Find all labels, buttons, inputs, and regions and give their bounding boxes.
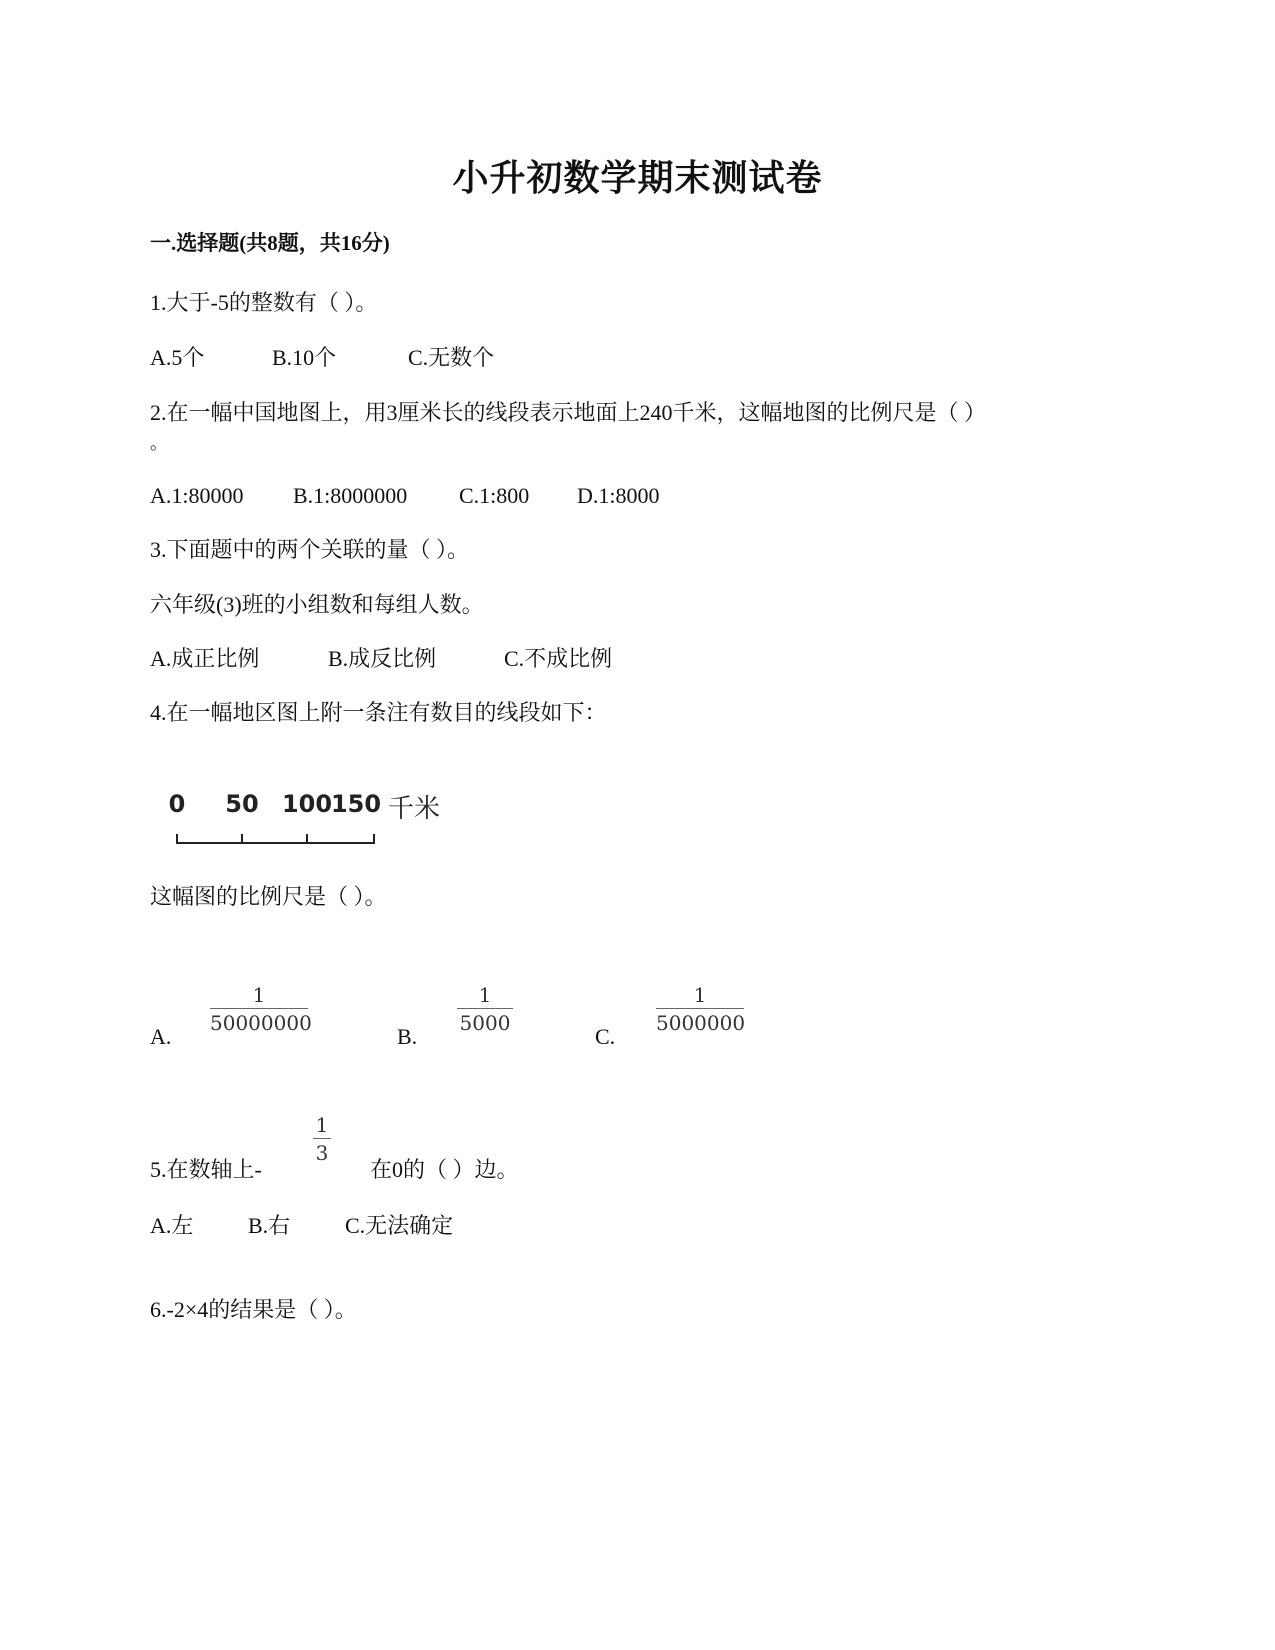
option-c: C.不成比例 (504, 646, 613, 671)
fraction-bar (656, 1008, 744, 1009)
scale-label: 0 (168, 790, 186, 818)
question-1-stem: 1.大于-5的整数有（ ）。 (150, 290, 378, 315)
option-a: A.1:80000 (150, 483, 244, 508)
question-2-options (150, 481, 660, 511)
question-4-stem: 4.在一幅地区图上附一条注有数目的线段如下： (150, 700, 607, 725)
option-a-label: A. (150, 1024, 172, 1049)
option-b: B.成反比例 (328, 646, 437, 671)
question-5-options (150, 1211, 453, 1241)
option-a: A.左 (150, 1213, 194, 1238)
scale-tick (306, 834, 308, 844)
question-2-stem: 2.在一幅中国地图上，用3厘米长的线段表示地面上240千米，这幅地图的比例尺是（ ） (150, 400, 987, 425)
question-2-stem-tail: 。 (150, 433, 168, 453)
option-c: C.1:800 (459, 483, 530, 508)
option-a: A.成正比例 (150, 646, 260, 671)
option-c: C.无数个 (408, 345, 495, 370)
question-5-fraction (313, 1113, 331, 1165)
fraction-denominator: 5000000 (656, 1011, 746, 1035)
scale-unit: 千米 (388, 794, 441, 824)
question-3-context: 六年级(3)班的小组数和每组人数。 (150, 592, 484, 617)
line-scale-figure (160, 790, 460, 870)
question-5-stem-pre: 5.在数轴上- (150, 1157, 262, 1182)
question-5-stem-post: 在0的（ ）边。 (370, 1157, 519, 1182)
fraction-denominator: 3 (315, 1141, 329, 1165)
fraction-denominator: 5000 (459, 1011, 511, 1035)
section-heading: 一.选择题(共8题，共16分) (150, 231, 390, 255)
scale-label: 50 (225, 790, 259, 818)
option-c-label: C. (595, 1024, 616, 1049)
option-b: B.10个 (272, 345, 337, 370)
fraction-numerator: 1 (315, 1113, 329, 1137)
question-3-stem: 3.下面题中的两个关联的量（ ）。 (150, 537, 470, 562)
fraction-denominator: 50000000 (210, 1011, 312, 1035)
fraction-numerator: 1 (252, 983, 266, 1007)
scale-tick (373, 834, 375, 844)
option-b-label: B. (397, 1024, 418, 1049)
option-a: A.5个 (150, 345, 205, 370)
option-c-fraction (656, 983, 744, 1035)
fraction-bar (457, 1008, 513, 1009)
scale-label: 100 (281, 790, 333, 818)
question-4-question: 这幅图的比例尺是（ ）。 (150, 884, 387, 909)
option-d: D.1:8000 (577, 483, 660, 508)
option-b: B.1:8000000 (293, 483, 408, 508)
question-3-options (150, 644, 612, 674)
fraction-numerator: 1 (478, 983, 492, 1007)
scale-tick (176, 834, 178, 844)
option-a-fraction (210, 983, 312, 1035)
fraction-bar (210, 1008, 308, 1009)
option-b: B.右 (248, 1213, 291, 1238)
page-title: 小升初数学期末测试卷 (452, 158, 823, 198)
question-1-options (150, 343, 494, 373)
question-6-stem: 6.-2×4的结果是（ ）。 (150, 1297, 357, 1322)
fraction-numerator: 1 (693, 983, 707, 1007)
scale-label: 150 (330, 790, 382, 818)
scale-tick (241, 834, 243, 844)
option-b-fraction (457, 983, 513, 1035)
option-c: C.无法确定 (345, 1213, 454, 1238)
fraction-bar (313, 1138, 331, 1139)
scale-line (177, 842, 375, 844)
